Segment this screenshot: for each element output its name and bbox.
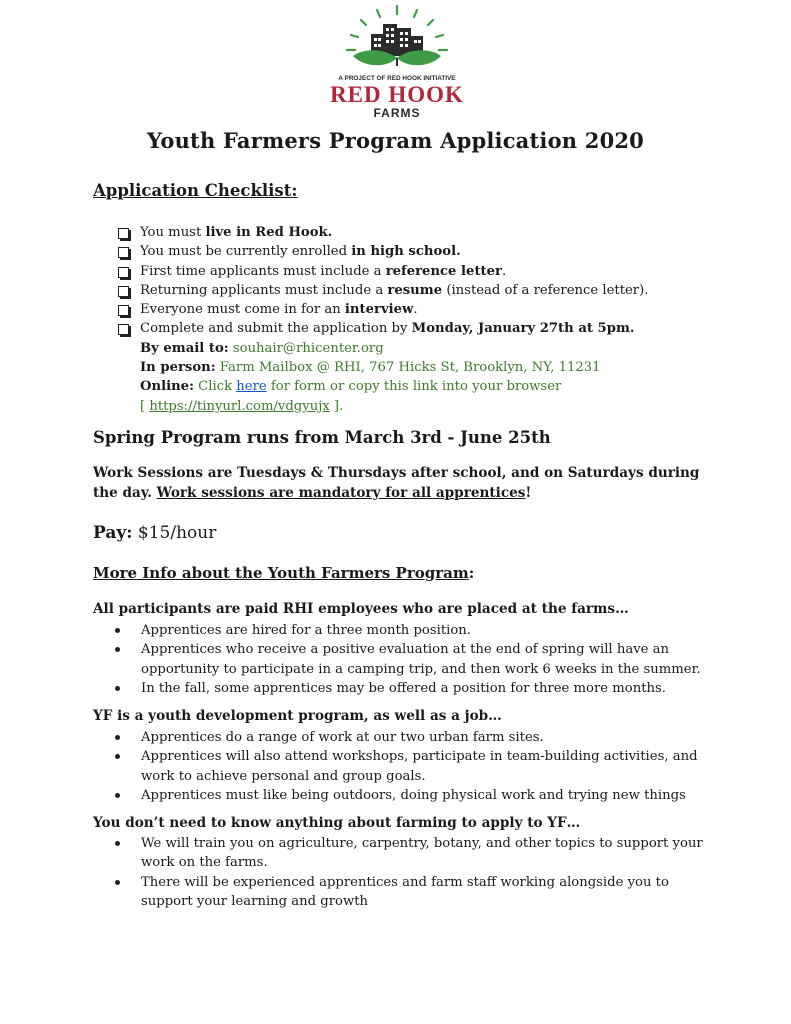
bullet-icon: [115, 686, 120, 691]
pay-line: [93, 523, 216, 543]
checkbox-icon: [118, 286, 129, 297]
checklist-item: You must be currently enrolled in high school.: [116, 242, 736, 261]
checklist-item: First time applicants must include a reference letter.: [116, 262, 736, 281]
bullet-icon: [115, 880, 120, 885]
bullet-icon: [115, 793, 120, 798]
bullet-icon: [115, 754, 120, 759]
logo-farms: FARMS: [373, 106, 421, 120]
section-title: YF is a youth development program, as well as a job…: [93, 708, 502, 724]
logo-name: RED HOOK: [330, 82, 464, 107]
checklist-item: Returning applicants must include a resume (instead of a reference letter).: [116, 281, 736, 300]
submit-url: [ https://tinyurl.com/vdgyujx ].: [140, 398, 344, 414]
mailbox-address: Farm Mailbox @ RHI, 767 Hicks St, Brooklyn, NY, 11231: [219, 360, 601, 376]
section-list: [93, 728, 713, 805]
bullet-icon: [115, 647, 120, 652]
pay-value: $15/hour: [137, 523, 217, 543]
bullet-icon: [115, 735, 120, 740]
spring-heading: Spring Program runs from March 3rd - June 25th: [93, 428, 551, 447]
logo-graphic: [327, 4, 467, 122]
checkbox-icon: [118, 267, 129, 278]
section-list: [93, 834, 713, 911]
mandatory-note: Work sessions are mandatory for all apprentices: [156, 484, 526, 501]
more-info-heading: More Info about the Youth Farmers Program:: [93, 564, 475, 582]
red-hook-farms-logo: [327, 4, 467, 122]
form-url-link[interactable]: https://tinyurl.com/vdgyujx: [149, 398, 330, 414]
list-item: Apprentices who receive a positive evaluation at the end of spring will have an opportunity to participate in a camping trip, and then work 6 weeks in the summer.: [93, 640, 713, 679]
checklist-heading: Application Checklist:: [93, 181, 298, 200]
checkbox-icon: [118, 305, 129, 316]
list-item: Apprentices do a range of work at our two urban farm sites.: [93, 728, 713, 747]
section-list: [93, 621, 713, 698]
submit-email: By email to: souhair@rhicenter.org: [140, 340, 384, 356]
here-link[interactable]: here: [236, 379, 267, 395]
bullet-icon: [115, 628, 120, 633]
list-item: Apprentices must like being outdoors, doing physical work and trying new things: [93, 786, 713, 805]
checkbox-icon: [118, 228, 129, 239]
list-item: There will be experienced apprentices and farm staff working alongside you to support your learning and growth: [93, 873, 713, 912]
checklist-item: Complete and submit the application by Monday, January 27th at 5pm.: [116, 319, 736, 338]
submit-in-person: In person: Farm Mailbox @ RHI, 767 Hicks St, Brooklyn, NY, 11231: [140, 360, 601, 376]
submit-online: Online: Click here for form or copy this link into your browser: [140, 379, 562, 395]
checkbox-icon: [118, 324, 129, 335]
section-title: You don’t need to know anything about farming to apply to YF…: [93, 815, 581, 831]
bullet-icon: [115, 841, 120, 846]
email-address: souhair@rhicenter.org: [232, 340, 384, 356]
list-item: Apprentices are hired for a three month position.: [93, 621, 713, 640]
list-item: In the fall, some apprentices may be offered a position for three more months.: [93, 679, 713, 698]
checklist-item: You must live in Red Hook.: [116, 223, 736, 242]
checkbox-icon: [118, 247, 129, 258]
list-item: Apprentices will also attend workshops, participate in team-building activities, and work to achieve personal and group goals.: [93, 747, 713, 786]
logo-tagline: A PROJECT OF RED HOOK INITIATIVE: [338, 75, 456, 82]
pay-label: Pay:: [93, 523, 133, 543]
checklist-item: Everyone must come in for an interview.: [116, 300, 736, 319]
list-item: We will train you on agriculture, carpentry, botany, and other topics to support your work on the farms.: [93, 834, 713, 873]
section-title: All participants are paid RHI employees who are placed at the farms…: [93, 601, 629, 617]
work-sessions: Work Sessions are Tuesdays & Thursdays after school, and on Saturdays during the day. Work sessions are mandatory for all apprentices!: [93, 465, 700, 501]
page-title: Youth Farmers Program Application 2020: [147, 128, 644, 153]
checklist: [116, 223, 736, 416]
